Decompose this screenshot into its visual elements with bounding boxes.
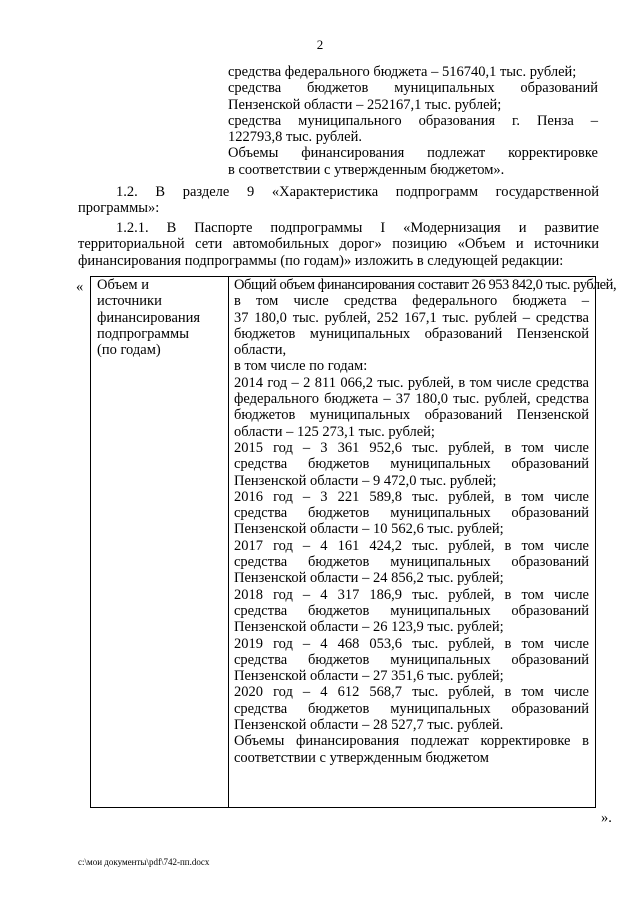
table-cell-value (229, 277, 617, 808)
value-line: федерального бюджета – 37 180,0 тыс. рублей, средства (234, 391, 589, 408)
value-line: 2020 год – 4 612 568,7 тыс. рублей, в том числе (234, 684, 589, 701)
table-row (91, 277, 596, 808)
label-line: финансирования (97, 309, 201, 326)
value-line: Пензенской области – 9 472,0 тыс. рублей; (234, 472, 497, 489)
value-line: средства бюджетов муниципальных образований (234, 700, 589, 717)
value-line: области – 125 273,1 тыс. рублей; (234, 423, 435, 440)
table-cell-label (91, 277, 229, 808)
value-line: бюджетов муниципальных образований Пензенской (234, 325, 589, 342)
passport-table (90, 276, 617, 808)
value-line: 2015 год – 3 361 952,6 тыс. рублей, в том числе (234, 439, 589, 456)
value-line: 2016 год – 3 221 589,8 тыс. рублей, в том числе (234, 488, 589, 505)
value-line: средства бюджетов муниципальных образований (234, 651, 589, 668)
value-line: средства бюджетов муниципальных образований (234, 505, 589, 522)
value-line: бюджетов муниципальных образований Пензенской (234, 407, 589, 424)
value-line: средства бюджетов муниципальных образований (234, 554, 589, 571)
value-line: Пензенской области – 26 123,9 тыс. рублей; (234, 619, 504, 636)
value-line: Объемы финансирования подлежат корректировке в (234, 733, 589, 750)
label-line: Объем и (97, 277, 149, 293)
funding-summary-block (228, 64, 598, 178)
value-line: 37 180,0 тыс. рублей, 252 167,1 тыс. рублей – средства (234, 309, 589, 326)
paragraph-1-2-1 (78, 220, 599, 269)
value-line: 2019 год – 4 468 053,6 тыс. рублей, в том числе (234, 635, 589, 652)
text-line: средства бюджетов муниципальных образований (228, 80, 598, 97)
value-line: 2018 год – 4 317 186,9 тыс. рублей, в том числе (234, 586, 589, 603)
paragraph-1-2 (78, 184, 599, 217)
value-line: в том числе по годам: (234, 358, 368, 375)
text-line: территориальной сети автомобильных дорог» позицию «Объем и источники (78, 236, 599, 253)
value-line: в том числе средства федерального бюджета – (234, 293, 589, 310)
value-line: Общий объем финансирования составит 26 953 842,0 тыс. рублей, (234, 277, 617, 293)
value-line: 2017 год – 4 161 424,2 тыс. рублей, в том числе (234, 537, 589, 554)
label-line: источники (97, 293, 162, 310)
text-line: 1.2. В разделе 9 «Характеристика подпрограмм государственной (116, 184, 599, 200)
value-line: области, (234, 342, 287, 359)
text-line: Пензенской области – 252167,1 тыс. рублей; (228, 96, 502, 113)
label-line: (по годам) (97, 342, 161, 359)
value-line: средства бюджетов муниципальных образований (234, 456, 589, 473)
value-line: Пензенской области – 28 527,7 тыс. рублей. (234, 717, 504, 734)
quote-open: « (76, 279, 84, 295)
text-line: средства федерального бюджета – 516740,1 тыс. рублей; (228, 64, 577, 80)
text-line: финансирования подпрограммы (по годам)» изложить в следующей редакции: (78, 252, 564, 269)
text-line: средства муниципального образования г. Пенза – (228, 112, 598, 129)
text-line: 1.2.1. В Паспорте подпрограммы I «Модернизация и развитие (116, 220, 599, 236)
value-line: соответствии с утвержденным бюджетом (234, 749, 489, 766)
label-line: подпрограммы (97, 325, 189, 342)
quote-close: ». (601, 810, 612, 826)
page-number: 2 (316, 37, 324, 52)
value-line: Пензенской области – 24 856,2 тыс. рублей; (234, 570, 504, 587)
text-line: Объемы финансирования подлежат корректировке (228, 145, 598, 162)
text-line: программы»: (78, 200, 160, 217)
text-line: в соответствии с утвержденным бюджетом». (228, 161, 505, 178)
footer-file-path: c:\мои документы\pdf\742-пп.docx (78, 857, 210, 867)
value-line: Пензенской области – 27 351,6 тыс. рублей; (234, 668, 504, 685)
text-line: 122793,8 тыс. рублей. (228, 129, 362, 146)
value-line: Пензенской области – 10 562,6 тыс. рублей; (234, 521, 504, 538)
value-line: 2014 год – 2 811 066,2 тыс. рублей, в том числе средства (234, 374, 589, 391)
value-line: средства бюджетов муниципальных образований (234, 602, 589, 619)
